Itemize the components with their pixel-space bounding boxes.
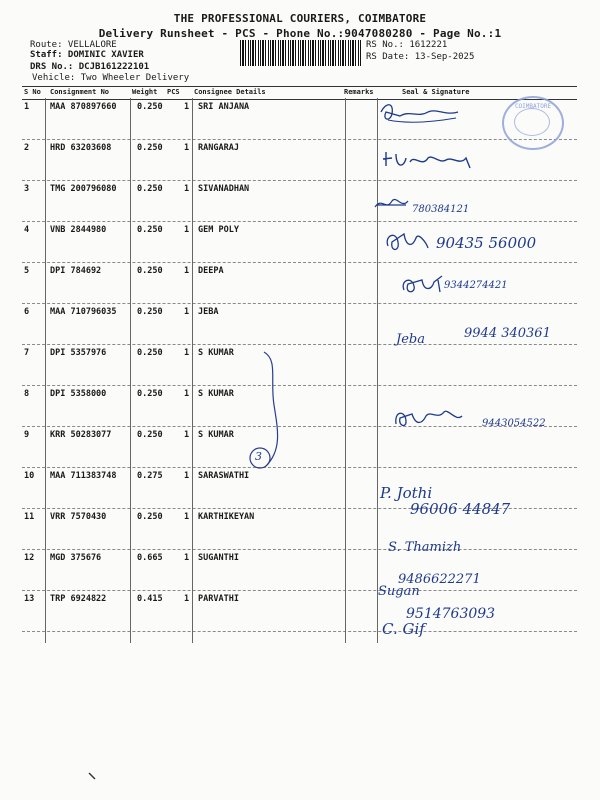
barcode <box>240 40 362 66</box>
cell-weight: 0.250 <box>137 225 163 235</box>
col-consignment: Consignment No <box>50 88 110 96</box>
cell-consignment: VNB 2844980 <box>50 225 107 235</box>
cell-pcs: 1 <box>184 512 190 522</box>
cell-sno: 11 <box>24 512 35 522</box>
col-signature: Seal & Signature <box>402 88 470 96</box>
cell-weight: 0.250 <box>137 307 163 317</box>
signature-row-9 <box>392 404 472 434</box>
cell-pcs: 1 <box>184 143 190 153</box>
signature-row-3 <box>372 193 410 215</box>
drs-number: DRS No.: DCJB161222101 <box>30 62 150 72</box>
cell-pcs: 1 <box>184 307 190 317</box>
table-row <box>22 98 577 140</box>
col-consignee: Consignee Details <box>194 88 266 96</box>
cell-weight: 0.275 <box>137 471 163 481</box>
cell-pcs: 1 <box>184 430 190 440</box>
rs-number: RS No.: 1612221 <box>366 40 448 50</box>
cell-consignee: S KUMAR <box>198 389 234 399</box>
cell-weight: 0.250 <box>137 430 163 440</box>
cell-sno: 5 <box>24 266 30 276</box>
cell-sno: 9 <box>24 430 30 440</box>
cell-sno: 1 <box>24 102 30 112</box>
cell-sno: 6 <box>24 307 30 317</box>
signature-row-5 <box>398 272 446 298</box>
cell-sno: 7 <box>24 348 30 358</box>
cell-pcs: 1 <box>184 184 190 194</box>
table-row <box>22 139 577 181</box>
col-remarks: Remarks <box>344 88 374 96</box>
cell-consignment: HRD 63203608 <box>50 143 112 153</box>
company-stamp <box>502 96 564 150</box>
handwritten-phone-row-13: 9514763093 <box>406 606 496 622</box>
cell-consignment: DPI 5358000 <box>50 389 107 399</box>
cell-consignee: PARVATHI <box>198 594 239 604</box>
cell-weight: 0.250 <box>137 143 163 153</box>
cell-weight: 0.250 <box>137 184 163 194</box>
cell-weight: 0.250 <box>137 512 163 522</box>
cell-weight: 0.250 <box>137 348 163 358</box>
divider-pcs <box>192 98 193 643</box>
signature-row-2 <box>382 148 492 176</box>
route-label: Route: VELLALORE <box>30 40 117 50</box>
cell-sno: 3 <box>24 184 30 194</box>
handwritten-phone-row-9: 9443054522 <box>482 418 546 429</box>
cell-consignee: RANGARAJ <box>198 143 239 153</box>
cell-consignment: MGD 375676 <box>50 553 102 563</box>
cell-consignee: SIVANADHAN <box>198 184 250 194</box>
cell-consignment: DPI 5357976 <box>50 348 107 358</box>
cell-weight: 0.250 <box>137 102 163 112</box>
handwritten-name-row-10: P. Jothi <box>380 484 433 502</box>
cell-pcs: 1 <box>184 225 190 235</box>
cell-pcs: 1 <box>184 389 190 399</box>
cell-consignment: MAA 711383748 <box>50 471 117 481</box>
handwritten-name-row-13: C. Gif <box>382 620 425 638</box>
table-row <box>22 344 577 386</box>
vehicle-label: Vehicle: Two Wheeler Delivery <box>32 73 190 83</box>
stamp-text: COIMBATORE <box>514 103 552 110</box>
cell-consignee: KARTHIKEYAN <box>198 512 255 522</box>
cell-pcs: 1 <box>184 553 190 563</box>
runsheet-title: Delivery Runsheet - PCS - Phone No.:9047080280 - Page No.:1 <box>98 27 502 40</box>
handwritten-name-row-12: Sugan <box>378 584 420 599</box>
table-row <box>22 180 577 222</box>
col-pcs: PCS <box>167 88 180 96</box>
table-row <box>22 549 577 591</box>
cell-sno: 12 <box>24 553 35 563</box>
cell-consignee: SARASWATHI <box>198 471 250 481</box>
cell-consignee: GEM POLY <box>198 225 239 235</box>
cell-consignee: SRI ANJANA <box>198 102 250 112</box>
cell-consignment: TMG 200796080 <box>50 184 117 194</box>
cell-sno: 13 <box>24 594 35 604</box>
handwritten-name-row-6: Jeba <box>396 332 425 347</box>
cell-consignment: TRP 6924822 <box>50 594 107 604</box>
signature-row-4 <box>382 228 432 258</box>
cell-pcs: 1 <box>184 102 190 112</box>
cell-consignee: S KUMAR <box>198 348 234 358</box>
circled-note-text: 3 <box>255 450 262 463</box>
handwritten-phone-row-10: 96006 44847 <box>410 500 511 518</box>
divider-consignment <box>130 98 131 643</box>
divider-sno <box>45 98 46 643</box>
signature-row-1 <box>378 100 463 130</box>
cell-pcs: 1 <box>184 471 190 481</box>
cell-sno: 2 <box>24 143 30 153</box>
cell-consignee: JEBA <box>198 307 219 317</box>
cell-sno: 8 <box>24 389 30 399</box>
divider-remarks <box>377 98 378 643</box>
cell-pcs: 1 <box>184 348 190 358</box>
cell-consignment: VRR 7570430 <box>50 512 107 522</box>
handwritten-phone-row-3: 780384121 <box>412 204 470 215</box>
cell-consignee: S KUMAR <box>198 430 234 440</box>
cell-weight: 0.665 <box>137 553 163 563</box>
cell-sno: 10 <box>24 471 35 481</box>
handwritten-name-row-11: S. Thamizh <box>388 540 462 555</box>
divider-consignee <box>345 98 346 643</box>
handwritten-phone-row-5: 9344274421 <box>444 280 508 291</box>
cell-consignment: MAA 870897660 <box>50 102 117 112</box>
cell-consignee: DEEPA <box>198 266 224 276</box>
col-sno: S No <box>24 88 41 96</box>
col-weight: Weight <box>132 88 158 96</box>
cell-sno: 4 <box>24 225 30 235</box>
cell-pcs: 1 <box>184 594 190 604</box>
handwritten-phone-row-4: 90435 56000 <box>436 234 537 252</box>
pen-mark <box>88 772 96 780</box>
handwritten-phone-row-12: 9486622271 <box>398 572 481 587</box>
cell-weight: 0.250 <box>137 389 163 399</box>
company-title: THE PROFESSIONAL COURIERS, COIMBATORE <box>173 12 427 25</box>
staff-label: Staff: DOMINIC XAVIER <box>30 50 144 60</box>
cell-consignment: DPI 784692 <box>50 266 102 276</box>
handwritten-phone-row-6: 9944 340361 <box>464 326 551 341</box>
cell-consignment: KRR 50283077 <box>50 430 112 440</box>
cell-consignment: MAA 710796035 <box>50 307 117 317</box>
rs-date: RS Date: 13-Sep-2025 <box>366 52 475 62</box>
cell-weight: 0.250 <box>137 266 163 276</box>
table-row <box>22 426 577 468</box>
cell-pcs: 1 <box>184 266 190 276</box>
cell-consignee: SUGANTHI <box>198 553 239 563</box>
cell-weight: 0.415 <box>137 594 163 604</box>
